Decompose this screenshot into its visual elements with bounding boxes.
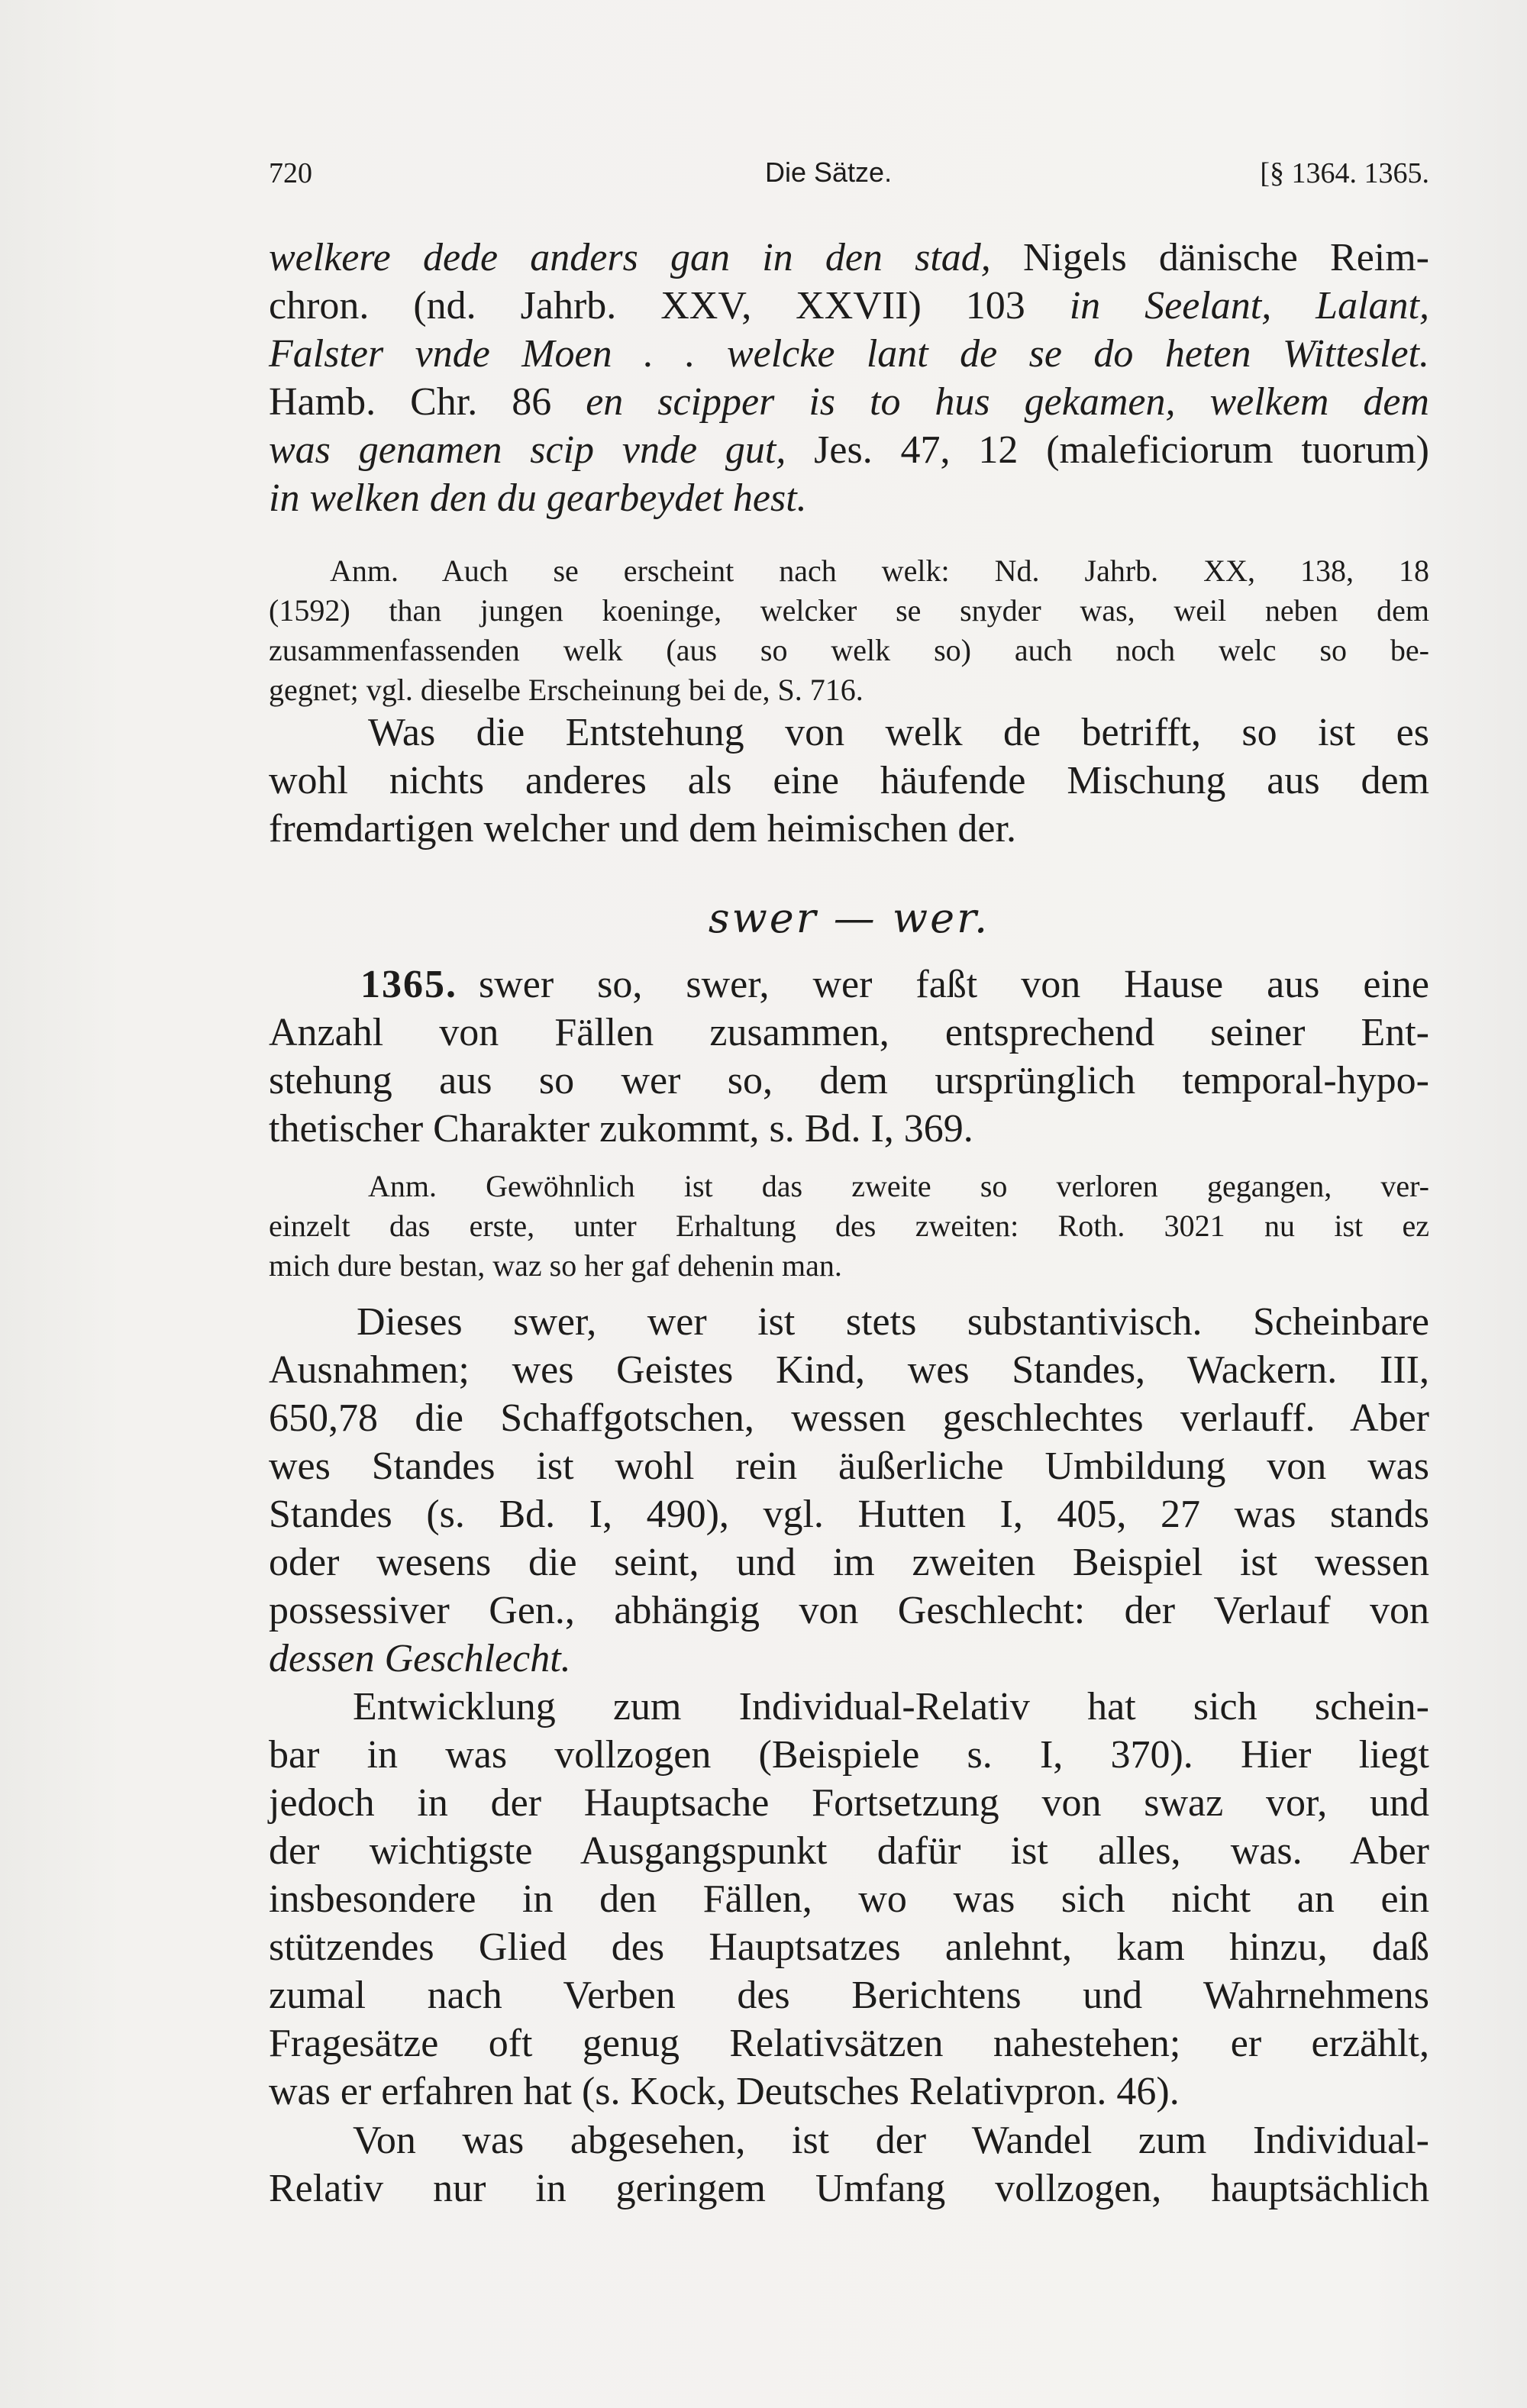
note-line: Anm. Gewöhnlich ist das zweite so verloren gegangen, ver- — [368, 1169, 1429, 1203]
section-number: 1365. — [360, 963, 457, 1006]
text-line: oder wesens die seint, und im zweiten Beispiel ist wessen — [269, 1541, 1429, 1584]
annotation-note — [269, 1167, 1429, 1286]
text-line: fremdartigen welcher und dem heimischen der. — [269, 807, 1016, 851]
text-line: Dieses swer, wer ist stets substantivisch. Scheinbare — [357, 1300, 1429, 1344]
text-line: Hamb. Chr. 86 en scipper is to hus gekamen, welkem dem — [269, 380, 1429, 424]
note-line: einzelt das erste, unter Erhaltung des zweiten: Roth. 3021 nu ist ez — [269, 1209, 1429, 1243]
paragraph — [269, 1298, 1429, 1683]
paragraph — [269, 2116, 1429, 2213]
text-line: Ausnahmen; wes Geistes Kind, wes Standes, Wackern. III, — [269, 1348, 1429, 1392]
note-line: gegnet; vgl. dieselbe Erscheinung bei de, S. 716. — [269, 673, 864, 707]
text-line: der wichtigste Ausgangspunkt dafür ist alles, was. Aber — [269, 1829, 1429, 1873]
text-line: possessiver Gen., abhängig von Geschlecht: der Verlauf von — [269, 1589, 1429, 1632]
text-line: Standes (s. Bd. I, 490), vgl. Hutten I, 405, 27 was stands — [269, 1493, 1429, 1536]
text-line: bar in was vollzogen (Beispiele s. I, 370). Hier liegt — [269, 1733, 1429, 1777]
text-line: Was die Entstehung von welk de betrifft, so ist es — [368, 711, 1429, 754]
section-reference: [§ 1364. 1365. — [1260, 157, 1429, 189]
text-line: stützendes Glied des Hauptsatzes anlehnt, kam hinzu, daß — [269, 1925, 1429, 1969]
text-line: chron. (nd. Jahrb. XXV, XXVII) 103 in Seelant, Lalant, — [269, 284, 1429, 328]
text-line: Falster vnde Moen . . welcke lant de se do heten Witteslet. — [269, 332, 1429, 376]
note-line: zusammenfassenden welk (aus so welk so) auch noch welc so be- — [269, 633, 1429, 667]
text-line: Von was abgesehen, ist der Wandel zum Individual- — [353, 2119, 1429, 2162]
annotation-note — [269, 551, 1429, 710]
text-line: insbesondere in den Fällen, wo was sich nicht an ein — [269, 1877, 1429, 1921]
text-line: jedoch in der Hauptsache Fortsetzung von swaz vor, und — [269, 1781, 1429, 1825]
text-line: Fragesätze oft genug Relativsätzen nahestehen; er erzählt, — [269, 2022, 1429, 2065]
section-1365 — [269, 960, 1429, 1153]
text-line: wes Standes ist wohl rein äußerliche Umbildung von was — [269, 1444, 1429, 1488]
text-line: in welken den du gearbeydet hest. — [269, 476, 807, 520]
continuation-paragraph — [269, 234, 1429, 522]
paragraph — [269, 709, 1429, 853]
text-line: 1365. swer so, swer, wer faßt von Hause aus eine — [360, 963, 1429, 1006]
text-line: was genamen scip vnde gut, Jes. 47, 12 (maleficiorum tuorum) — [269, 428, 1429, 472]
text-line: stehung aus so wer so, dem ursprünglich temporal-hypo- — [269, 1059, 1429, 1102]
text-line: dessen Geschlecht. — [269, 1637, 571, 1680]
section-heading-block — [269, 892, 1429, 945]
note-line: mich dure bestan, waz so her gaf dehenin man. — [269, 1248, 842, 1283]
paragraph — [269, 1683, 1429, 2116]
running-header — [269, 157, 1429, 202]
text-line: was er erfahren hat (s. Kock, Deutsches Relativpron. 46). — [269, 2070, 1180, 2113]
text-line: zumal nach Verben des Berichtens und Wahrnehmens — [269, 1974, 1429, 2017]
text-line: thetischer Charakter zukommt, s. Bd. I, 369. — [269, 1107, 973, 1151]
text-line: 650,78 die Schaffgotschen, wessen geschlechtes verlauff. Aber — [269, 1396, 1429, 1440]
text-line: welkere dede anders gan in den stad, Nigels dänische Reim- — [269, 236, 1429, 279]
section-heading: swer — wer. — [708, 894, 990, 942]
text-line: Anzahl von Fällen zusammen, entsprechend seiner Ent- — [269, 1011, 1429, 1054]
text-line: Entwicklung zum Individual-Relativ hat sich schein- — [353, 1685, 1429, 1729]
text-line: Relativ nur in geringem Umfang vollzogen, hauptsächlich — [269, 2167, 1429, 2210]
running-title: Die Sätze. — [765, 157, 893, 188]
text-line: wohl nichts anderes als eine häufende Mischung aus dem — [269, 759, 1429, 802]
page-number: 720 — [269, 157, 312, 189]
note-line: (1592) than jungen koeninge, welcker se snyder was, weil neben dem — [269, 593, 1429, 628]
note-line: Anm. Auch se erscheint nach welk: Nd. Jahrb. XX, 138, 18 — [330, 554, 1429, 588]
